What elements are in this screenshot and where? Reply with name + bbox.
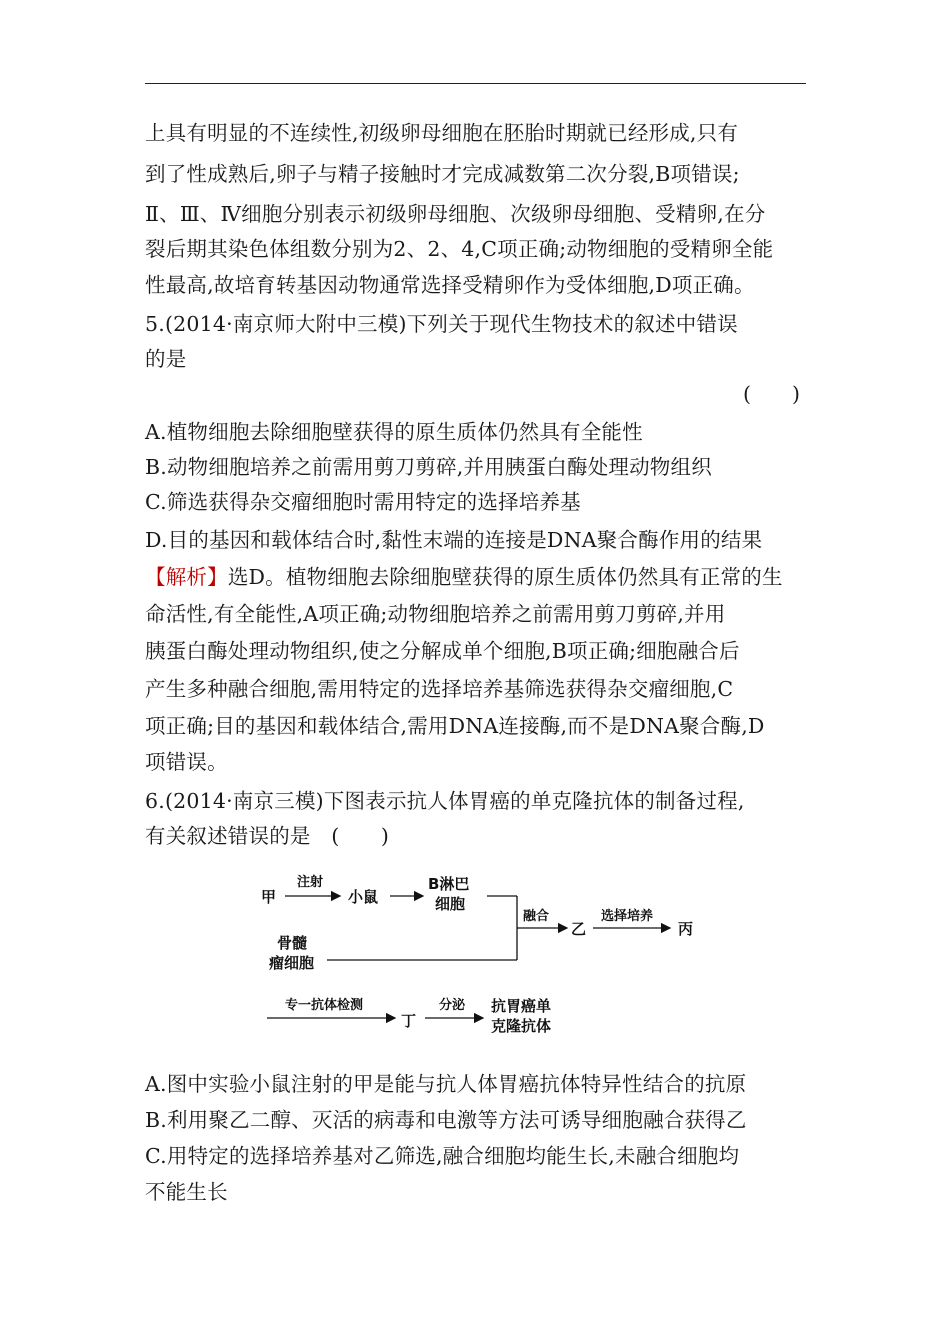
label-secrete: 分泌 [439,998,466,1013]
analysis-line: 产生多种融合细胞,需用特定的选择培养基筛选获得杂交瘤细胞,C [145,677,734,701]
header-rule [145,83,806,84]
option-b: B.利用聚乙二醇、灭活的病毒和电激等方法可诱导细胞融合获得乙 [145,1108,747,1132]
paragraph-line: 到了性成熟后,卵子与精子接触时才完成减数第二次分裂,B项错误; [145,162,740,186]
paragraph-line: 性最高,故培育转基因动物通常选择受精卵作为受体细胞,D项正确。 [145,273,755,297]
option-b: B.动物细胞培养之前需用剪刀剪碎,并用胰蛋白酶处理动物组织 [145,455,712,479]
question-5-stem: 的是 [145,347,187,371]
label-ding: 丁 [401,1012,417,1030]
question-6-stem: 有关叙述错误的是 ( ) [145,824,390,848]
analysis-line: 命活性,有全能性,A项正确;动物细胞培养之前需用剪刀剪碎,并用 [145,602,726,626]
label-yi: 乙 [571,920,587,938]
label-myeloma: 瘤细胞 [269,954,315,972]
question-5-stem: 5.(2014·南京师大附中三模)下列关于现代生物技术的叙述中错误 [145,312,738,336]
paragraph-line: 上具有明显的不连续性,初级卵母细胞在胚胎时期就已经形成,只有 [145,121,739,145]
label-antibody: 克隆抗体 [491,1017,552,1035]
label-select: 选择培养 [601,909,654,924]
option-a: A.植物细胞去除细胞壁获得的原生质体仍然具有全能性 [145,420,643,444]
analysis-text: 选D。植物细胞去除细胞壁获得的原生质体仍然具有正常的生 [227,565,783,589]
option-a: A.图中实验小鼠注射的甲是能与抗人体胃癌抗体特异性结合的抗原 [145,1072,747,1096]
option-c-continued: 不能生长 [145,1180,228,1204]
analysis-line: 项错误。 [145,750,228,774]
paragraph-line: Ⅱ、Ⅲ、Ⅳ细胞分别表示初级卵母细胞、次级卵母细胞、受精卵,在分 [145,202,766,226]
label-fuse: 融合 [523,909,550,924]
answer-bracket: ( ) [743,382,800,406]
option-c: C.用特定的选择培养基对乙筛选,融合细胞均能生长,未融合细胞均 [145,1144,740,1168]
label-bing: 丙 [678,920,694,938]
analysis-tag: 【解析】 [145,565,228,589]
label-mouse: 小鼠 [348,888,379,906]
label-myeloma: 骨髓 [277,934,308,952]
analysis-line: 项正确;目的基因和载体结合,需用DNA连接酶,而不是DNA聚合酶,D [145,714,765,738]
label-inject: 注射 [297,875,324,890]
label-b-cell: B淋巴 [428,875,470,893]
analysis-line [145,563,783,591]
paragraph-line: 裂后期其染色体组数分别为2、2、4,C项正确;动物细胞的受精卵全能 [145,237,774,261]
label-b-cell: 细胞 [435,895,466,913]
analysis-line: 胰蛋白酶处理动物组织,使之分解成单个细胞,B项正确;细胞融合后 [145,639,740,663]
label-detect: 专一抗体检测 [285,998,364,1013]
label-antibody: 抗胃癌单 [491,997,552,1015]
label-jia: 甲 [261,888,277,906]
antibody-flow-diagram [255,862,715,1042]
question-6-stem: 6.(2014·南京三模)下图表示抗人体胃癌的单克隆抗体的制备过程, [145,789,745,813]
option-d: D.目的基因和载体结合时,黏性末端的连接是DNA聚合酶作用的结果 [145,528,763,552]
option-c: C.筛选获得杂交瘤细胞时需用特定的选择培养基 [145,490,581,514]
